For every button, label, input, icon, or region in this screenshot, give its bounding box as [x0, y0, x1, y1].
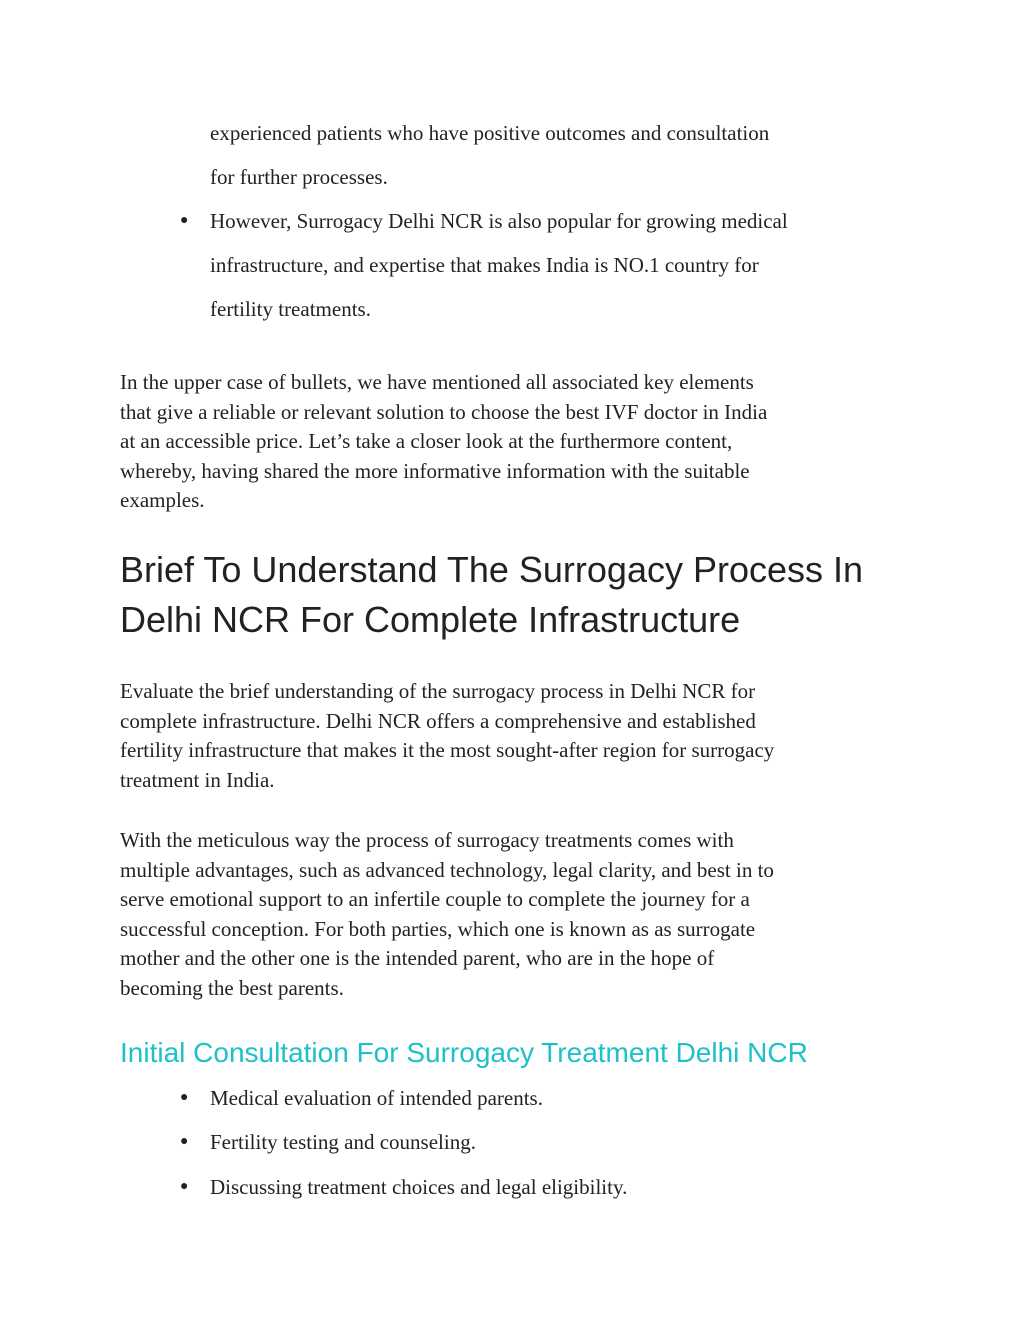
- list-item-line: infrastructure, and expertise that makes India is NO.1 country for: [210, 253, 759, 277]
- paragraph-line: fertility infrastructure that makes it the most sought-after region for surrogacy: [120, 738, 775, 763]
- paragraph-line: multiple advantages, such as advanced technology, legal clarity, and best in to: [120, 857, 774, 882]
- paragraph-line: In the upper case of bullets, we have mentioned all associated key elements: [120, 370, 754, 394]
- paragraph-line: at an accessible price. Let’s take a closer look at the furthermore content,: [120, 429, 733, 454]
- paragraph-line: treatment in India.: [120, 767, 275, 792]
- heading-line: Delhi NCR For Complete Infrastructure: [120, 599, 741, 640]
- list-item-line: fertility treatments.: [210, 297, 371, 321]
- body-paragraph: [120, 826, 920, 1004]
- bullet-dot-icon: ●: [180, 1090, 189, 1105]
- list-item: Discussing treatment choices and legal eligibility.: [210, 1175, 628, 1199]
- paragraph-line: complete infrastructure. Delhi NCR offers a comprehensive and established: [120, 708, 756, 733]
- heading-line: Brief To Understand The Surrogacy Process In: [120, 549, 864, 590]
- paragraph-line: successful conception. For both parties, which one is known as as surrogate: [120, 916, 756, 941]
- list-item: Medical evaluation of intended parents.: [210, 1086, 543, 1110]
- bullet-dot-icon: ●: [180, 1179, 189, 1194]
- list-item-line: However, Surrogacy Delhi NCR is also popular for growing medical: [210, 209, 788, 233]
- paragraph-line: Evaluate the brief understanding of the surrogacy process in Delhi NCR for: [120, 679, 756, 703]
- bullet-dot-icon: ●: [180, 1134, 189, 1149]
- paragraph-line: whereby, having shared the more informative information with the suitable: [120, 458, 750, 483]
- list-item-continued-line: experienced patients who have positive outcomes and consultation: [210, 121, 770, 145]
- bullet-dot-icon: ●: [180, 213, 189, 228]
- section-heading: [120, 545, 863, 645]
- list-item-continued-line: for further processes.: [210, 165, 388, 189]
- subsection-heading: Initial Consultation For Surrogacy Treatment Delhi NCR: [120, 1037, 808, 1068]
- paragraph-line: serve emotional support to an infertile couple to complete the journey for a: [120, 887, 750, 912]
- paragraph-line: that give a reliable or relevant solution to choose the best IVF doctor in India: [120, 399, 768, 424]
- paragraph-line: becoming the best parents.: [120, 975, 344, 1000]
- paragraph-line: With the meticulous way the process of surrogacy treatments comes with: [120, 828, 734, 852]
- paragraph-line: mother and the other one is the intended parent, who are in the hope of: [120, 946, 715, 971]
- paragraph-line: examples.: [120, 488, 205, 513]
- list-item: Fertility testing and counseling.: [210, 1130, 476, 1154]
- intro-paragraph: [120, 368, 920, 516]
- body-paragraph: [120, 677, 920, 795]
